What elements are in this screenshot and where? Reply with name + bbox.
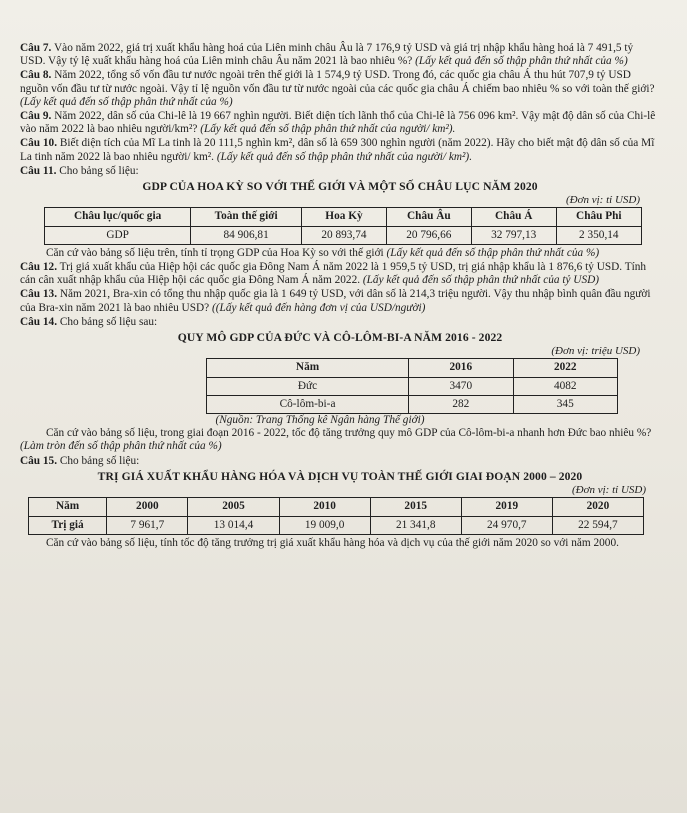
question-9-note: (Lấy kết quả đến số thập phân thứ nhất của người/ km²). <box>200 123 456 136</box>
table-cell: GDP <box>45 226 191 244</box>
table-cell: Đức <box>207 377 409 395</box>
table-cell: 2 350,14 <box>556 226 641 244</box>
question-14-after-note: (Làm tròn đến số thập phân thứ nhất của %) <box>20 440 222 453</box>
question-7-note: (Lấy kết quả đến số thập phân thứ nhất của %) <box>415 55 628 68</box>
question-9-text: Năm 2022, dân số của Chi-lê là 19 667 nghìn người. Biết diện tích lãnh thổ của Chi-lê là 756 096 km². Vậy mật độ dân số của Chi-lê vào năm 2022 là bao nhiêu người/km²? <box>20 110 656 136</box>
table-cell: 282 <box>409 395 513 413</box>
question-8-text: Năm 2022, tổng số vốn đầu tư nước ngoài trên thế giới là 1 574,9 tỷ USD. Trong đó, các quốc gia châu Á thu hút 707,9 tỷ USD nguồn vốn đầu tư từ nước ngoài. Vậy tỉ lệ nguồn vốn đầu tư từ nước ngoài của các quốc gia châu Á chiếm bao nhiêu % so với toàn thế giới? <box>20 69 655 95</box>
question-11-instruction <box>20 247 660 260</box>
question-12-text: Trị giá xuất khẩu của Hiệp hội các quốc gia Đông Nam Á năm 2022 là 1 959,5 tỷ USD, trị giá nhập khẩu là 1 876,6 tỷ USD. Tính cán cân xuất nhập khẩu của Hiệp hội các quốc gia Đông Nam Á năm 2022. <box>20 261 647 287</box>
table-cell: Cô-lôm-bi-a <box>207 395 409 413</box>
question-11-after-note: (Lấy kết quả đến số thập phân thứ nhất của %) <box>386 246 600 259</box>
question-10-label: Câu 10. <box>20 137 58 150</box>
worksheet-content <box>20 42 660 551</box>
table-row <box>207 377 618 395</box>
question-12-note: (Lấy kết quả đến số thập phân thứ nhất của tỷ USD) <box>362 274 600 287</box>
table-cell: 7 961,7 <box>107 516 188 534</box>
table-header-row <box>207 359 618 377</box>
table-2-unit: (Đơn vị: triệu USD) <box>551 345 640 358</box>
table-header-cell: Hoa Kỳ <box>302 208 387 226</box>
table-cell: 20 893,74 <box>302 226 387 244</box>
table-header-cell: 2016 <box>409 359 513 377</box>
table-header-cell: Năm <box>29 498 107 516</box>
table-3-unit: (Đơn vị: tỉ USD) <box>572 484 646 497</box>
question-13-label: Câu 13. <box>20 288 58 301</box>
table-header-cell: 2005 <box>188 498 279 516</box>
question-13-note: ((Lấy kết quả đến hàng đơn vị của USD/người) <box>212 301 426 314</box>
question-10-text: Biết diện tích của Mĩ La tinh là 20 111,5 nghìn km², dân số là 659 300 nghìn người (năm 2022). Hãy cho biết mật độ dân số của Mĩ La tinh năm 2022 là bao nhiêu người/ km². <box>20 137 655 163</box>
table-header-cell: Châu Á <box>471 208 556 226</box>
table-cell: 22 594,7 <box>552 516 643 534</box>
question-7-label: Câu 7. <box>20 42 52 54</box>
table-cell: 13 014,4 <box>188 516 279 534</box>
question-15-instruction <box>20 537 660 550</box>
question-13 <box>20 288 660 314</box>
table-3-title: TRỊ GIÁ XUẤT KHẨU HÀNG HÓA VÀ DỊCH VỤ TOÀN THẾ GIỚI GIAI ĐOẠN 2000 – 2020 <box>97 469 583 483</box>
world-export-table <box>28 497 644 534</box>
question-11-after: Căn cứ vào bảng số liệu trên, tính tỉ trọng GDP của Hoa Kỳ so với thế giới <box>46 246 384 259</box>
question-11-text: Cho bảng số liệu: <box>59 164 139 177</box>
table-cell: 24 970,7 <box>461 516 552 534</box>
question-15 <box>20 455 660 468</box>
question-15-label: Câu 15. <box>20 454 58 467</box>
table-cell: Trị giá <box>29 516 107 534</box>
table-header-row <box>45 208 642 226</box>
table-header-cell: 2019 <box>461 498 552 516</box>
question-15-after: Căn cứ vào bảng số liệu, tính tốc độ tăng trưởng trị giá xuất khẩu hàng hóa và dịch vụ của thế giới năm 2020 so với năm 2000. <box>46 536 619 549</box>
question-12 <box>20 261 660 287</box>
table-cell: 84 906,81 <box>191 226 302 244</box>
table-cell: 19 009,0 <box>279 516 370 534</box>
question-10 <box>20 137 660 163</box>
table-header-cell: 2015 <box>370 498 461 516</box>
table-row <box>29 516 644 534</box>
question-14-after: Căn cứ vào bảng số liệu, trong giai đoạn 2016 - 2022, tốc độ tăng trưởng quy mô GDP của Cô-lôm-bi-a nhanh hơn Đức bao nhiêu %? <box>46 427 652 440</box>
table-header-cell: Châu lục/quốc gia <box>45 208 191 226</box>
table-cell: 4082 <box>513 377 617 395</box>
table-2-source: (Nguồn: Trang Thống kê Ngân hàng Thế giới) <box>215 414 425 427</box>
question-8-label: Câu 8. <box>20 69 52 82</box>
table-cell: 20 796,66 <box>386 226 471 244</box>
table-header-cell: 2022 <box>513 359 617 377</box>
question-14 <box>20 316 660 329</box>
table-row <box>207 395 618 413</box>
question-10-note: (Lấy kết quả đến số thập phân thứ nhất của người/ km²). <box>216 150 473 163</box>
table-header-cell: Toàn thế giới <box>191 208 302 226</box>
question-9-label: Câu 9. <box>20 110 52 123</box>
question-8-note: (Lấy kết quả đến số thập phân thứ nhất của %) <box>20 95 233 108</box>
table-header-row <box>29 498 644 516</box>
question-8 <box>20 69 660 109</box>
question-7 <box>20 42 660 68</box>
table-header-cell: Châu Âu <box>386 208 471 226</box>
table-cell: 3470 <box>409 377 513 395</box>
question-14-text: Cho bảng số liệu sau: <box>59 315 158 328</box>
question-11-label: Câu 11. <box>20 164 57 177</box>
table-header-cell: 2000 <box>107 498 188 516</box>
table-1-unit: (Đơn vị: tỉ USD) <box>566 194 640 207</box>
table-1-title: GDP CỦA HOA KỲ SO VỚI THẾ GIỚI VÀ MỘT SỐ CHÂU LỤC NĂM 2020 <box>142 180 538 194</box>
table-cell: 21 341,8 <box>370 516 461 534</box>
table-header-cell: Châu Phi <box>556 208 641 226</box>
question-12-label: Câu 12. <box>20 261 58 274</box>
table-header-cell: 2020 <box>552 498 643 516</box>
question-14-instruction <box>20 427 660 453</box>
table-header-cell: 2010 <box>279 498 370 516</box>
gdp-germany-colombia-table <box>206 358 618 414</box>
table-row <box>45 226 642 244</box>
gdp-table <box>44 207 642 244</box>
table-cell: 345 <box>513 395 617 413</box>
question-7-text: Vào năm 2022, giá trị xuất khẩu hàng hoá của Liên minh châu Âu là 7 176,9 tỷ USD và giá trị nhập khẩu hàng hoá là 7 491,5 tỷ USD. Vậy tỷ lệ xuất khẩu hàng hoá của Liên minh châu Âu năm 2021 là bao nhiêu %? <box>20 42 634 68</box>
question-15-text: Cho bảng số liệu: <box>59 454 140 467</box>
table-header-cell: Năm <box>207 359 409 377</box>
question-9 <box>20 110 660 136</box>
question-11 <box>20 165 660 178</box>
question-14-label: Câu 14. <box>20 315 58 328</box>
table-2-title: QUY MÔ GDP CỦA ĐỨC VÀ CÔ-LÔM-BI-A NĂM 2016 - 2022 <box>177 331 503 345</box>
table-cell: 32 797,13 <box>471 226 556 244</box>
question-13-text: Năm 2021, Bra-xin có tổng thu nhập quốc gia là 1 649 tỷ USD, với dân số là 214,3 triệu người. Vậy thu nhập bình quân đầu người của Bra-xin năm 2021 là bao nhiêu USD? <box>20 288 651 314</box>
